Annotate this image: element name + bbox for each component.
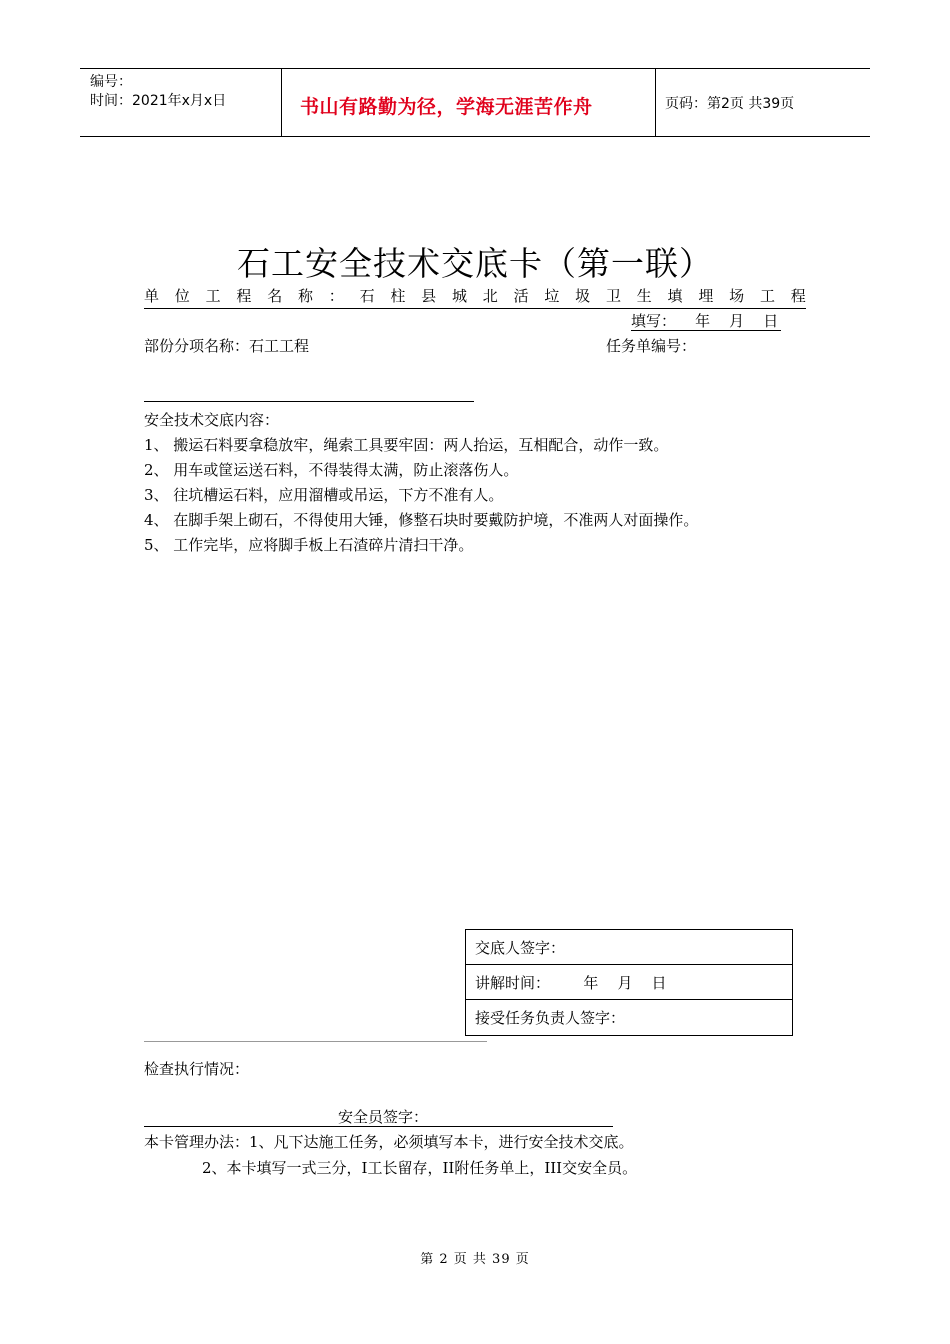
content-item: 5、 工作完毕，应将脚手板上石渣碎片清扫干净。 <box>144 536 474 554</box>
unit-project-char: 名 <box>267 287 283 305</box>
content-item: 2、 用车或筐运送石料，不得装得太满，防止滚落伤人。 <box>144 461 519 479</box>
unit-project-char: 单 <box>144 287 160 305</box>
fill-date: 填写： 年 月 日 <box>631 312 781 331</box>
unit-project-char: 柱 <box>390 287 406 305</box>
task-number: 任务单编号： <box>606 337 697 355</box>
content-heading: 安全技术交底内容： <box>144 411 280 429</box>
header-bottom-rule <box>80 136 870 137</box>
unit-project-char: 圾 <box>575 287 591 305</box>
unit-project-char: 场 <box>729 287 745 305</box>
management-rule-2: 2、本卡填写一式三分，I工长留存，II附任务单上，III交安全员。 <box>202 1159 638 1177</box>
header-motto: 书山有路勤为径，学海无涯苦作舟 <box>300 96 593 118</box>
management-rule-1: 本卡管理办法：1、凡下达施工任务，必须填写本卡，进行安全技术交底。 <box>144 1133 634 1151</box>
explain-time[interactable]: 讲解时间： 年 月 日 <box>466 965 792 1000</box>
inspection-label: 检查执行情况： <box>144 1060 250 1078</box>
unit-project-char: 生 <box>636 287 652 305</box>
header-divider-right <box>655 68 656 136</box>
safety-officer-signature: 安全员签字： <box>338 1108 429 1126</box>
unit-project-char: 垃 <box>544 287 560 305</box>
presenter-signature[interactable]: 交底人签字： <box>466 930 792 965</box>
unit-project-char: 卫 <box>605 287 621 305</box>
header-top-rule <box>80 68 870 69</box>
inspection-rule <box>144 1041 487 1042</box>
page-title: 石工安全技术交底卡（第一联） <box>237 244 713 283</box>
unit-project-char: 填 <box>667 287 683 305</box>
safety-officer-rule <box>144 1126 613 1127</box>
receiver-signature[interactable]: 接受任务负责人签字： <box>475 1009 626 1027</box>
content-item: 1、 搬运石料要拿稳放牢，绳索工具要牢固：两人抬运，互相配合，动作一致。 <box>144 436 669 454</box>
unit-project-char: 北 <box>482 287 498 305</box>
unit-project-char: 县 <box>421 287 437 305</box>
unit-project-char: 程 <box>236 287 252 305</box>
sub-item-name: 部份分项名称：石工工程 <box>144 337 310 355</box>
unit-project-char: 城 <box>451 287 467 305</box>
unit-project-char: 称 <box>297 287 313 305</box>
unit-project-char: ： <box>328 287 344 305</box>
unit-project-char: 程 <box>790 287 806 305</box>
content-item: 3、 往坑槽运石料，应用溜槽或吊运，下方不准有人。 <box>144 486 504 504</box>
doc-number-label: 编号： <box>90 74 132 90</box>
unit-project-name <box>144 288 806 309</box>
page-info: 页码：第2页 共39页 <box>665 96 795 112</box>
section-rule <box>144 401 474 402</box>
unit-project-char: 活 <box>513 287 529 305</box>
unit-project-char: 石 <box>359 287 375 305</box>
unit-project-char: 埋 <box>698 287 714 305</box>
content-item: 4、 在脚手架上砌石，不得使用大锤，修整石块时要戴防护境，不准两人对面操作。 <box>144 511 699 529</box>
page-footer: 第 2 页 共 39 页 <box>420 1252 530 1267</box>
header-divider-left <box>281 68 282 136</box>
time-label: 时间：2021年x月x日 <box>90 93 227 109</box>
unit-project-char: 工 <box>205 287 221 305</box>
unit-project-char: 位 <box>174 287 190 305</box>
unit-project-char: 工 <box>759 287 775 305</box>
signature-table <box>465 929 793 1036</box>
